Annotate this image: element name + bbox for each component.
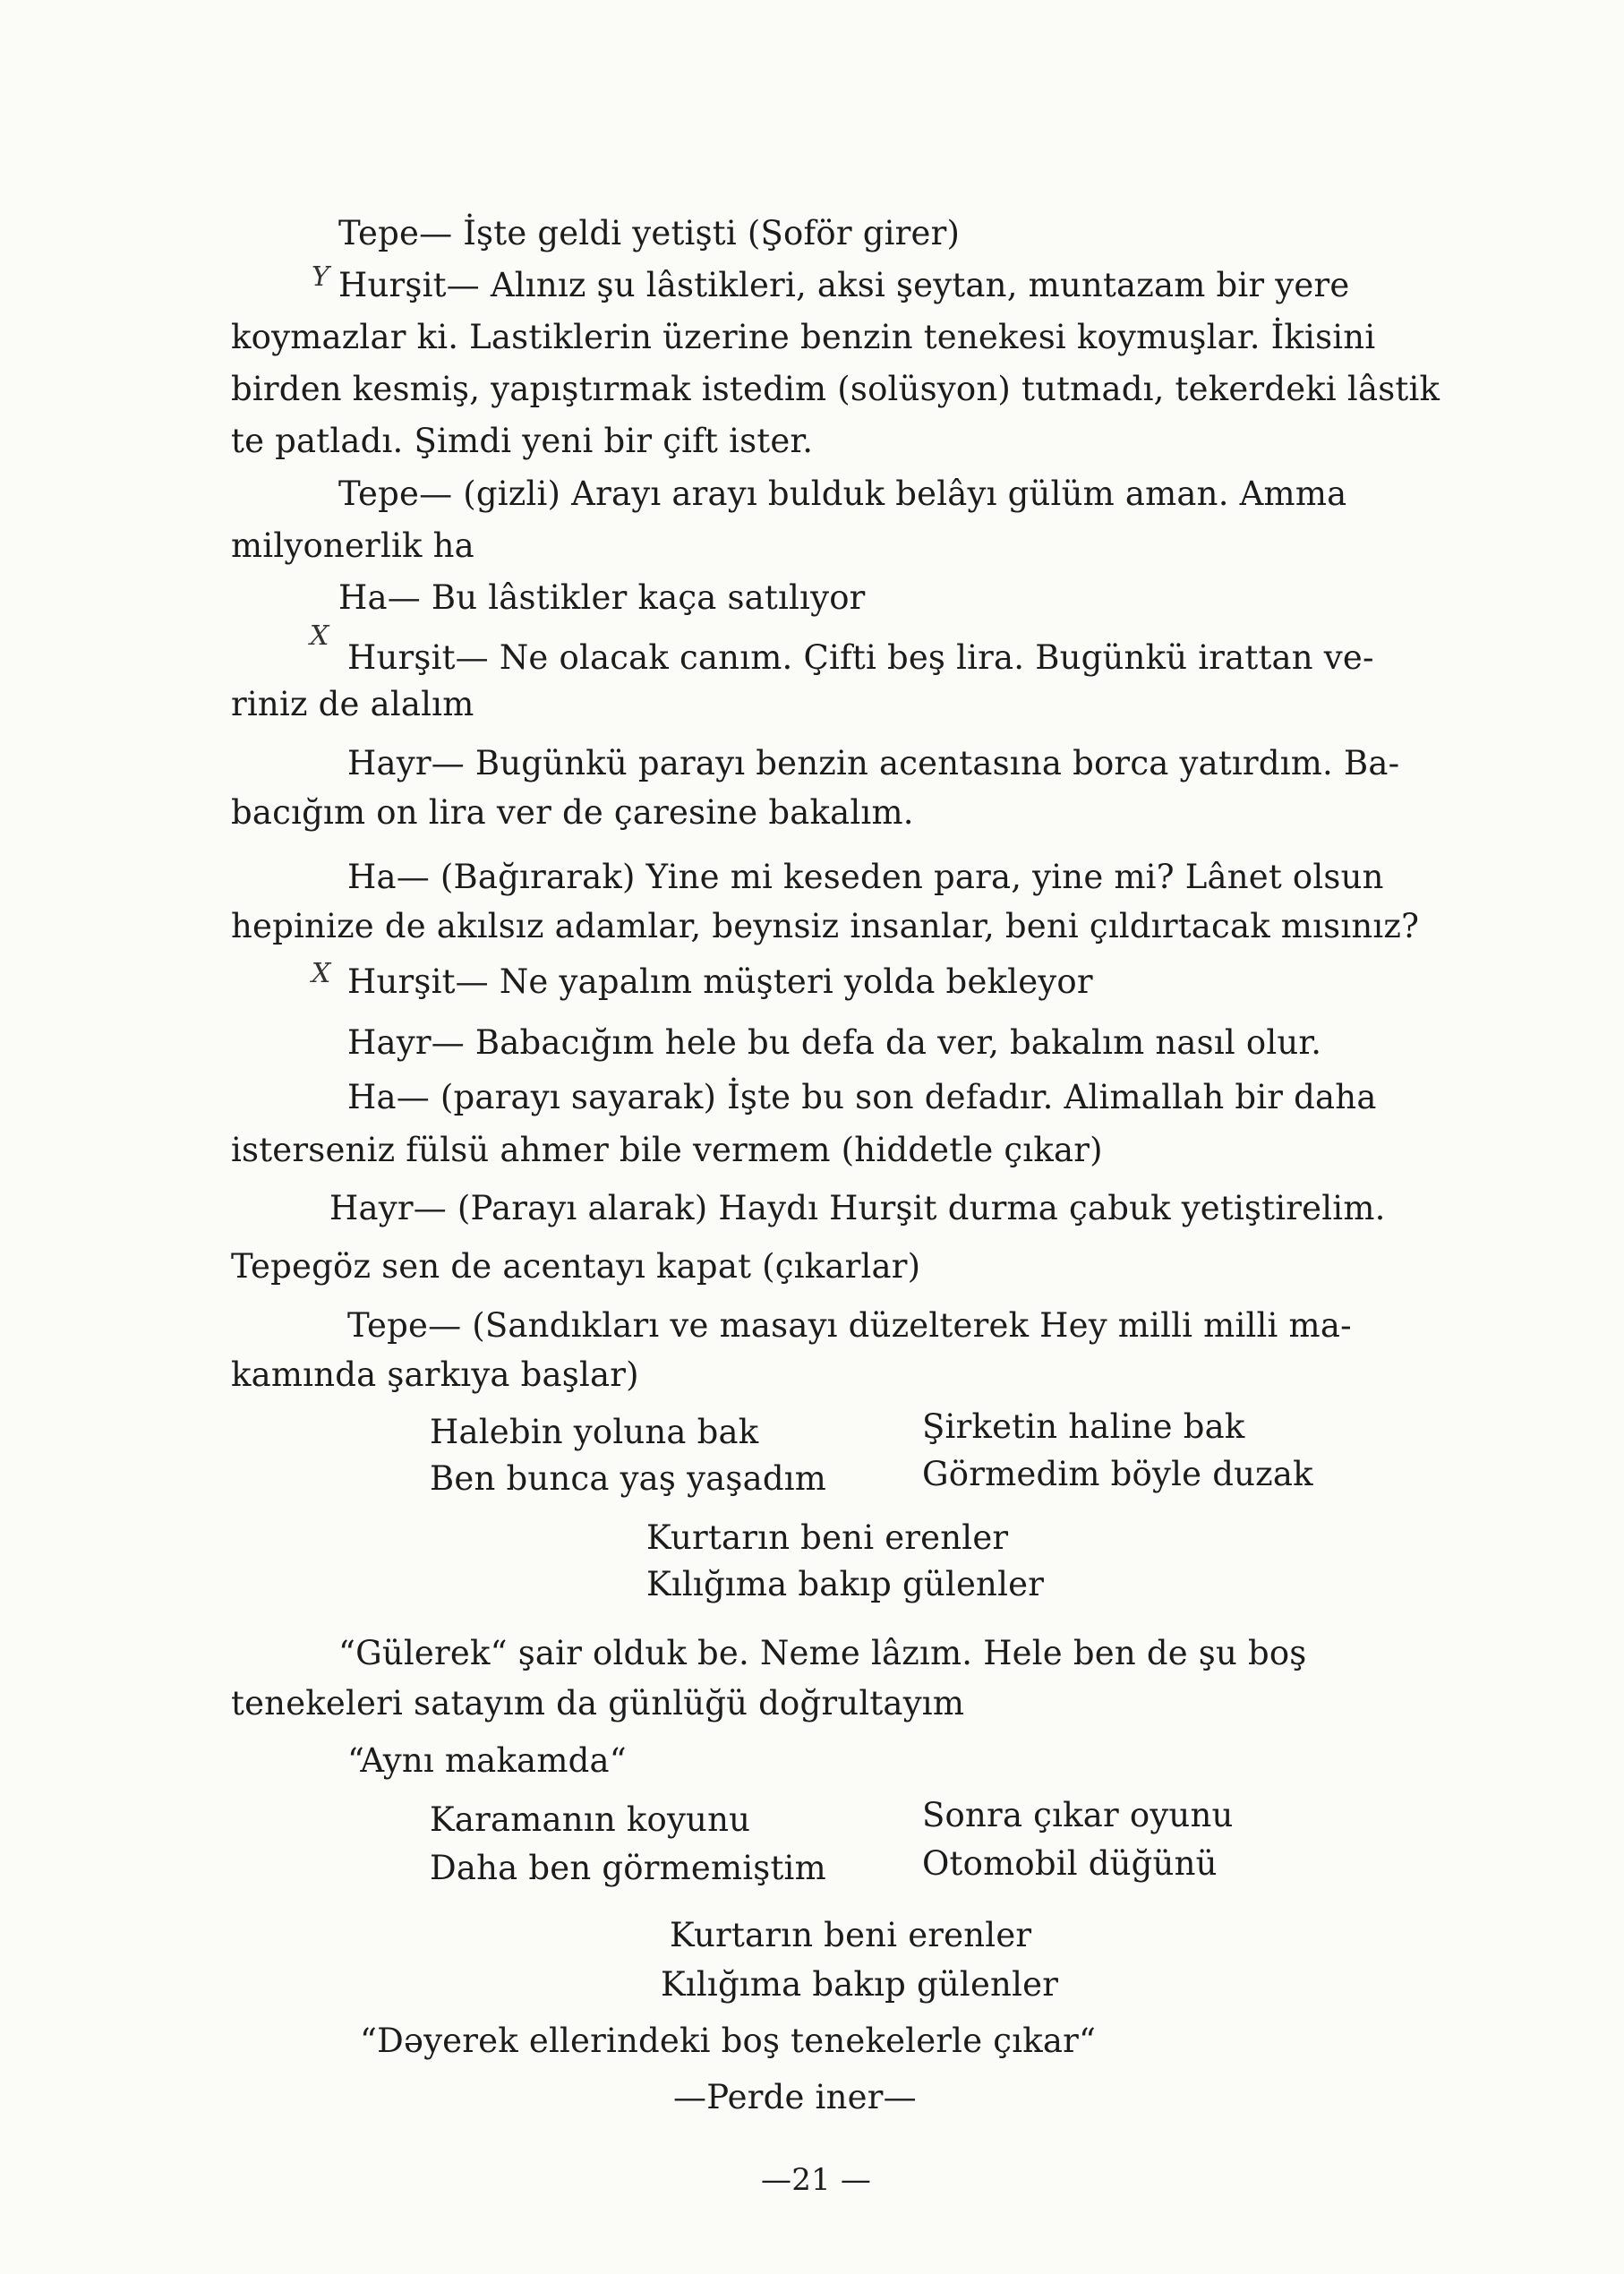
text-line-16: Hayr— Babacığım hele bu defa da ver, bakalım nasıl olur. [347, 1023, 1322, 1062]
curtain-line: —Perde iner— [673, 2078, 917, 2116]
text-line-6: Tepe— (gizli) Arayı arayı bulduk belâyı gülüm aman. Amma [338, 474, 1347, 513]
verse-1-refrain-2: Kılığıma bakıp gülenler [646, 1565, 1045, 1603]
text-line-18: isterseniz fülsü ahmer bile vermem (hiddetle çıkar) [231, 1131, 1103, 1169]
verse-2-left-1: Karamanın koyunu [430, 1800, 751, 1839]
text-line-19: Hayr— (Parayı alarak) Haydı Hurşit durma çabuk yetiştirelim. [329, 1189, 1386, 1227]
margin-mark-3: X [312, 958, 331, 989]
text-line-5: te patladı. Şimdi yeni bir çift ister. [231, 422, 814, 460]
verse-1-left-1: Halebin yoluna bak [430, 1413, 759, 1451]
verse-2-refrain-2: Kılığıma bakıp gülenler [661, 1965, 1059, 2004]
text-line-20: Tepegöz sen de acentayı kapat (çıkarlar) [231, 1247, 921, 1286]
page-number: —21 — [761, 2162, 872, 2198]
text-line-3: koymazlar ki. Lastiklerin üzerine benzin tenekesi koymuşlar. İkisini [231, 318, 1376, 356]
text-line-10: riniz de alalım [231, 685, 474, 723]
verse-2-right-2: Otomobil düğünü [922, 1844, 1218, 1883]
text-line-11: Hayr— Bugünkü parayı benzin acentasına borca yatırdım. Ba- [347, 744, 1400, 782]
text-line-22: kamında şarkıya başlar) [231, 1355, 639, 1394]
verse-1-refrain-1: Kurtarın beni erenler [646, 1518, 1009, 1557]
verse-2-refrain-1: Kurtarın beni erenler [670, 1916, 1032, 1954]
verse-1-right-1: Şirketin haline bak [922, 1407, 1245, 1446]
text-line-1: Tepe— İşte geldi yetişti (Şoför girer) [338, 214, 961, 252]
text-line-15: Hurşit— Ne yapalım müşteri yolda bekleyor [347, 962, 1093, 1001]
text-line-7: milyonerlik ha [231, 526, 474, 565]
text-line-23: “Gülerek“ şair olduk be. Neme lâzım. Hele ben de şu boş [338, 1634, 1307, 1672]
text-line-21: Tepe— (Sandıkları ve masayı düzelterek Hey milli milli ma- [347, 1306, 1352, 1345]
verse-1-right-2: Görmedim böyle duzak [922, 1455, 1313, 1493]
verse-1-left-2: Ben bunca yaş yaşadım [430, 1459, 827, 1498]
text-line-25: “Aynı makamda“ [347, 1741, 627, 1780]
text-line-17: Ha— (parayı sayarak) İşte bu son defadır. Alimallah bir daha [347, 1078, 1377, 1116]
text-line-24: tenekeleri satayım da günlüğü doğrultayım [231, 1684, 965, 1723]
text-line-9: Hurşit— Ne olacak canım. Çifti beş lira. Bugünkü irattan ve- [347, 638, 1374, 677]
margin-mark-2: X [310, 620, 329, 652]
verse-2-right-1: Sonra çıkar oyunu [922, 1796, 1234, 1834]
verse-2-left-2: Daha ben görmemiştim [430, 1849, 826, 1887]
text-line-12: bacığım on lira ver de çaresine bakalım. [231, 793, 914, 832]
margin-mark-1: Y [312, 261, 329, 293]
text-line-4: birden kesmiş, yapıştırmak istedim (solüsyon) tutmadı, tekerdeki lâstik [231, 370, 1440, 408]
text-line-2: Hurşit— Alınız şu lâstikleri, aksi şeytan, muntazam bir yere [338, 266, 1350, 304]
text-line-14: hepinize de akılsız adamlar, beynsiz insanlar, beni çıldırtacak mısınız? [231, 907, 1420, 945]
stage-direction: “Dəyerek ellerindeki boş tenekelerle çıkar“ [360, 2022, 1097, 2060]
text-line-13: Ha— (Bağırarak) Yine mi keseden para, yine mi? Lânet olsun [347, 858, 1384, 896]
text-line-8: Ha— Bu lâstikler kaça satılıyor [338, 578, 866, 617]
